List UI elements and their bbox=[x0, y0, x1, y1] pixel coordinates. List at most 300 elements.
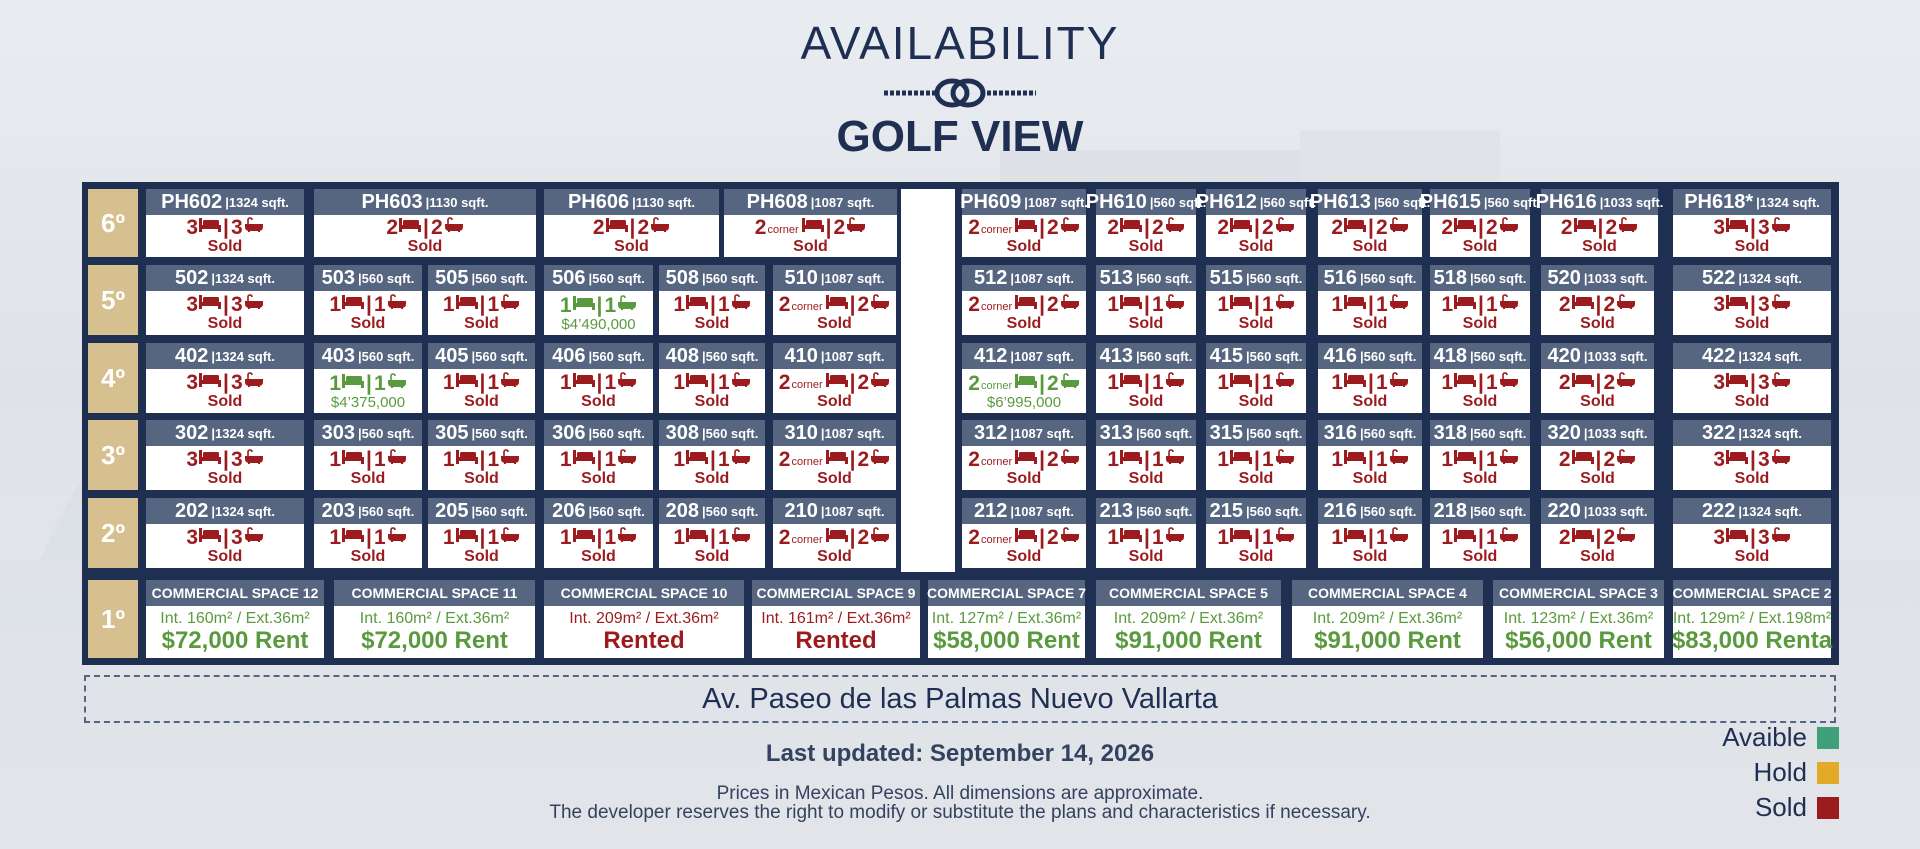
commercial-space-card[interactable] bbox=[1292, 580, 1483, 658]
rooms-separator: | bbox=[1254, 216, 1260, 239]
unit-number: PH608 bbox=[746, 190, 808, 213]
bathroom-count: 1 bbox=[487, 293, 500, 316]
unit-number: 520 bbox=[1547, 266, 1581, 289]
bed-icon bbox=[1014, 527, 1037, 548]
unit-rooms bbox=[560, 295, 637, 316]
unit-card-310[interactable] bbox=[773, 420, 896, 490]
rooms-separator: | bbox=[849, 448, 856, 471]
unit-header bbox=[146, 189, 304, 215]
unit-header bbox=[544, 265, 653, 291]
unit-rooms bbox=[443, 449, 520, 470]
unit-card-415[interactable] bbox=[1206, 343, 1306, 413]
unit-card-302[interactable] bbox=[146, 420, 304, 490]
unit-card-505[interactable] bbox=[428, 265, 535, 335]
rooms-separator: | bbox=[1144, 216, 1150, 239]
bed-icon bbox=[1014, 217, 1037, 238]
unit-size-separator: | bbox=[1583, 348, 1588, 364]
rooms-separator: | bbox=[423, 216, 429, 239]
unit-header bbox=[962, 420, 1086, 446]
unit-card-312[interactable] bbox=[962, 420, 1086, 490]
unit-header bbox=[724, 189, 897, 215]
commercial-space-price: $56,000 Rent bbox=[1505, 626, 1652, 654]
unit-card-512[interactable] bbox=[962, 265, 1086, 335]
unit-card-PH612[interactable] bbox=[1195, 189, 1317, 257]
unit-header bbox=[1206, 265, 1306, 291]
unit-status: Sold bbox=[350, 470, 386, 487]
unit-card-316[interactable] bbox=[1318, 420, 1422, 490]
unit-body bbox=[962, 446, 1086, 490]
bathroom-count: 1 bbox=[1375, 293, 1388, 316]
unit-card-PH618[interactable] bbox=[1673, 189, 1831, 257]
unit-card-306[interactable] bbox=[544, 420, 653, 490]
bath-icon bbox=[386, 527, 407, 548]
unit-card-403[interactable] bbox=[314, 343, 422, 413]
bath-icon bbox=[1059, 294, 1080, 315]
unit-card-215[interactable] bbox=[1206, 498, 1306, 568]
commercial-space-card[interactable] bbox=[752, 580, 920, 658]
bath-icon bbox=[1164, 527, 1185, 548]
rooms-separator: | bbox=[1750, 526, 1756, 549]
corner-label: corner bbox=[791, 534, 823, 546]
unit-number: 206 bbox=[552, 499, 586, 522]
unit-card-PH603[interactable] bbox=[314, 189, 536, 257]
bathroom-count: 2 bbox=[1603, 448, 1616, 471]
bedroom-count: 1 bbox=[329, 526, 342, 549]
unit-size-value: 1324 sqft. bbox=[228, 194, 289, 210]
corner-label: corner bbox=[980, 301, 1013, 313]
unit-card-213[interactable] bbox=[1096, 498, 1196, 568]
rooms-separator: | bbox=[479, 293, 486, 316]
rooms-separator: | bbox=[629, 216, 636, 239]
unit-status: Sold bbox=[694, 315, 730, 332]
bedroom-count: 1 bbox=[1107, 448, 1120, 471]
unit-header bbox=[1318, 265, 1422, 291]
unit-number: PH612 bbox=[1195, 190, 1257, 213]
unit-card-315[interactable] bbox=[1206, 420, 1306, 490]
unit-number: 505 bbox=[435, 266, 469, 289]
unit-size-separator: | bbox=[471, 425, 476, 441]
unit-size-separator: | bbox=[471, 503, 476, 519]
unit-size-separator: | bbox=[357, 503, 362, 519]
bed-icon bbox=[198, 294, 221, 315]
bedroom-count: 1 bbox=[442, 526, 455, 549]
unit-body bbox=[1430, 446, 1530, 490]
commercial-space-price: $72,000 Rent bbox=[361, 626, 508, 654]
bath-icon bbox=[1498, 217, 1519, 238]
unit-header bbox=[428, 420, 535, 446]
unit-number: 522 bbox=[1702, 266, 1736, 289]
unit-size bbox=[471, 271, 527, 286]
bedroom-count: 1 bbox=[1331, 526, 1344, 549]
unit-status: Sold bbox=[1580, 470, 1615, 487]
bathroom-count: 1 bbox=[1485, 293, 1498, 316]
bed-icon bbox=[1343, 372, 1366, 393]
commercial-space-card[interactable] bbox=[1493, 580, 1664, 658]
bed-icon bbox=[1343, 217, 1366, 238]
unit-body bbox=[1096, 369, 1196, 413]
unit-size-separator: | bbox=[820, 503, 825, 519]
unit-size-separator: | bbox=[225, 194, 229, 210]
bed-icon bbox=[1229, 449, 1252, 470]
rooms-separator: | bbox=[479, 526, 486, 549]
commercial-space-card[interactable] bbox=[334, 580, 535, 658]
unit-card-422[interactable] bbox=[1673, 343, 1831, 413]
rooms-separator: | bbox=[596, 526, 603, 549]
unit-body bbox=[146, 291, 304, 335]
unit-status: Sold bbox=[1734, 548, 1770, 565]
unit-size-value: 1033 sqft. bbox=[1587, 348, 1648, 364]
commercial-space-dims: Int. 209m² / Ext.36m² bbox=[1312, 610, 1463, 627]
unit-number: PH609 bbox=[960, 190, 1022, 213]
bedroom-count: 1 bbox=[673, 371, 686, 394]
unit-number: 313 bbox=[1099, 421, 1133, 444]
unit-size-separator: | bbox=[1135, 503, 1140, 519]
commercial-space-card[interactable] bbox=[1096, 580, 1281, 658]
unit-card-420[interactable] bbox=[1541, 343, 1654, 413]
bedroom-count: 1 bbox=[329, 371, 342, 395]
rooms-separator: | bbox=[1254, 448, 1260, 471]
bathroom-count: 3 bbox=[230, 526, 243, 549]
unit-header bbox=[1541, 343, 1654, 369]
unit-number: 413 bbox=[1099, 344, 1133, 367]
bath-icon bbox=[443, 217, 464, 238]
unit-card-520[interactable] bbox=[1541, 265, 1654, 335]
unit-body bbox=[1673, 446, 1831, 490]
bedroom-count: 3 bbox=[1713, 526, 1726, 549]
unit-card-513[interactable] bbox=[1096, 265, 1196, 335]
commercial-space-name: COMMERCIAL SPACE 5 bbox=[1096, 580, 1281, 606]
unit-card-515[interactable] bbox=[1206, 265, 1306, 335]
unit-size-separator: | bbox=[1469, 503, 1474, 519]
unit-card-205[interactable] bbox=[428, 498, 535, 568]
rooms-separator: | bbox=[1597, 216, 1604, 239]
unit-card-406[interactable] bbox=[544, 343, 653, 413]
bathroom-count: 3 bbox=[1757, 371, 1770, 394]
rooms-separator: | bbox=[1368, 448, 1374, 471]
unit-size-value: 1087 sqft. bbox=[824, 270, 885, 286]
unit-card-522[interactable] bbox=[1673, 265, 1831, 335]
unit-header bbox=[1096, 343, 1196, 369]
unit-card-PH606[interactable] bbox=[544, 189, 719, 257]
floor-label: 1º bbox=[88, 580, 138, 658]
unit-size-value: 560 sqft. bbox=[361, 503, 415, 519]
bathroom-count: 2 bbox=[1047, 526, 1059, 549]
unit-size-separator: | bbox=[211, 425, 216, 441]
unit-card-PH615[interactable] bbox=[1419, 189, 1541, 257]
unit-size-separator: | bbox=[1259, 194, 1264, 210]
unit-card-502[interactable] bbox=[146, 265, 304, 335]
unit-body bbox=[1673, 369, 1831, 413]
bedroom-count: 1 bbox=[673, 293, 686, 316]
unit-rooms bbox=[1559, 294, 1636, 315]
unit-header bbox=[1673, 498, 1831, 524]
unit-card-305[interactable] bbox=[428, 420, 535, 490]
unit-rooms bbox=[1107, 217, 1184, 238]
unit-body bbox=[146, 215, 304, 257]
bath-icon bbox=[499, 294, 520, 315]
rooms-separator: | bbox=[710, 448, 716, 471]
commercial-space-name: COMMERCIAL SPACE 9 bbox=[752, 580, 920, 606]
unit-body bbox=[314, 446, 422, 490]
unit-header bbox=[428, 343, 535, 369]
unit-card-208[interactable] bbox=[659, 498, 765, 568]
unit-size-separator: | bbox=[820, 425, 825, 441]
unit-body bbox=[1673, 215, 1831, 257]
unit-size-value: 1087 sqft. bbox=[1014, 270, 1074, 286]
bedroom-count: 1 bbox=[1217, 371, 1230, 394]
unit-header bbox=[773, 343, 896, 369]
rooms-separator: | bbox=[596, 448, 603, 471]
unit-card-202[interactable] bbox=[146, 498, 304, 568]
unit-body bbox=[773, 369, 896, 413]
unit-card-210[interactable] bbox=[773, 498, 896, 568]
bathroom-count: 3 bbox=[230, 448, 243, 471]
bathroom-count: 1 bbox=[604, 448, 617, 471]
unit-header bbox=[1096, 420, 1196, 446]
unit-card-412[interactable] bbox=[962, 343, 1086, 413]
unit-size-separator: | bbox=[1469, 270, 1474, 286]
unit-card-313[interactable] bbox=[1096, 420, 1196, 490]
unit-number: 510 bbox=[784, 266, 818, 289]
unit-body bbox=[1318, 369, 1422, 413]
bath-icon bbox=[616, 449, 637, 470]
unit-size-separator: | bbox=[1359, 348, 1364, 364]
unit-card-206[interactable] bbox=[544, 498, 653, 568]
bed-icon bbox=[1014, 449, 1037, 470]
bath-icon bbox=[1059, 217, 1080, 238]
commercial-space-body bbox=[1673, 606, 1831, 658]
unit-card-503[interactable] bbox=[314, 265, 422, 335]
unit-size bbox=[1010, 426, 1074, 441]
unit-rooms bbox=[1713, 294, 1790, 315]
unit-header bbox=[1419, 189, 1541, 215]
floor-label: 6º bbox=[88, 189, 138, 257]
unit-card-413[interactable] bbox=[1096, 343, 1196, 413]
bed-icon bbox=[398, 217, 421, 238]
commercial-space-card[interactable] bbox=[1673, 580, 1831, 658]
commercial-space-dims: Int. 129m² / Ext.198m² bbox=[1672, 610, 1832, 627]
unit-body bbox=[962, 369, 1086, 413]
unit-number: PH615 bbox=[1419, 190, 1481, 213]
unit-size-separator: | bbox=[820, 348, 825, 364]
bedroom-count: 3 bbox=[1713, 216, 1726, 239]
unit-card-405[interactable] bbox=[428, 343, 535, 413]
bathroom-count: 1 bbox=[1261, 293, 1274, 316]
rooms-separator: | bbox=[479, 448, 486, 471]
unit-card-508[interactable] bbox=[659, 265, 765, 335]
unit-card-PH609[interactable] bbox=[962, 189, 1086, 257]
unit-card-402[interactable] bbox=[146, 343, 304, 413]
unit-card-216[interactable] bbox=[1318, 498, 1422, 568]
unit-size bbox=[702, 349, 758, 364]
rooms-separator: | bbox=[1144, 448, 1150, 471]
unit-rooms bbox=[1331, 527, 1408, 548]
bathroom-count: 1 bbox=[1151, 526, 1164, 549]
unit-status: Sold bbox=[817, 470, 852, 487]
unit-body bbox=[1541, 291, 1654, 335]
bath-icon bbox=[243, 372, 264, 393]
unit-number: 312 bbox=[974, 421, 1008, 444]
unit-card-PH602[interactable] bbox=[146, 189, 304, 257]
unit-card-320[interactable] bbox=[1541, 420, 1654, 490]
unit-status: Sold bbox=[1580, 315, 1615, 332]
unit-size bbox=[821, 349, 885, 364]
unit-rooms bbox=[673, 527, 750, 548]
commercial-space-name: COMMERCIAL SPACE 3 bbox=[1493, 580, 1664, 606]
unit-status: Sold bbox=[581, 393, 616, 410]
floor-label: 4º bbox=[88, 343, 138, 413]
unit-status: Sold bbox=[1006, 470, 1042, 487]
unit-size-separator: | bbox=[471, 270, 476, 286]
unit-size-value: 560 sqft. bbox=[1249, 348, 1303, 364]
bath-icon bbox=[1770, 527, 1791, 548]
bed-icon bbox=[455, 449, 478, 470]
bathroom-count: 1 bbox=[1485, 448, 1498, 471]
bed-icon bbox=[1725, 527, 1748, 548]
unit-card-308[interactable] bbox=[659, 420, 765, 490]
commercial-space-card[interactable] bbox=[544, 580, 744, 658]
rooms-separator: | bbox=[1750, 448, 1756, 471]
bath-icon bbox=[869, 527, 890, 548]
unit-rooms bbox=[1713, 449, 1790, 470]
commercial-space-price: Rented bbox=[603, 626, 685, 654]
unit-size bbox=[1470, 271, 1526, 286]
unit-rooms bbox=[186, 217, 263, 238]
bath-icon bbox=[1274, 372, 1295, 393]
unit-card-510[interactable] bbox=[773, 265, 896, 335]
unit-card-318[interactable] bbox=[1430, 420, 1530, 490]
rooms-separator: | bbox=[710, 293, 716, 316]
unit-card-203[interactable] bbox=[314, 498, 422, 568]
unit-card-416[interactable] bbox=[1318, 343, 1422, 413]
rooms-separator: | bbox=[1595, 448, 1602, 471]
unit-body bbox=[1206, 446, 1306, 490]
bath-icon bbox=[1615, 527, 1636, 548]
unit-body bbox=[1541, 446, 1654, 490]
unit-status: Sold bbox=[207, 393, 243, 410]
unit-size bbox=[588, 349, 644, 364]
bathroom-count: 2 bbox=[1603, 293, 1616, 316]
unit-card-222[interactable] bbox=[1673, 498, 1831, 568]
unit-size-separator: | bbox=[1245, 270, 1250, 286]
bedroom-count: 2 bbox=[778, 526, 791, 549]
unit-body bbox=[659, 369, 765, 413]
unit-size-value: 560 sqft. bbox=[1139, 425, 1193, 441]
legend-item-sold bbox=[1755, 792, 1839, 823]
bath-icon bbox=[730, 449, 751, 470]
unit-size bbox=[1584, 504, 1648, 519]
unit-number: 503 bbox=[321, 266, 355, 289]
unit-status: Sold bbox=[817, 315, 852, 332]
unit-size bbox=[1246, 271, 1302, 286]
unit-size bbox=[471, 504, 527, 519]
unit-number: 406 bbox=[552, 344, 586, 367]
bath-icon bbox=[1388, 527, 1409, 548]
unit-status: Sold bbox=[1128, 238, 1164, 255]
unit-size bbox=[1360, 349, 1416, 364]
unit-card-506[interactable] bbox=[544, 265, 653, 335]
bedroom-count: 1 bbox=[1441, 371, 1454, 394]
unit-header bbox=[1673, 420, 1831, 446]
unit-number: 212 bbox=[974, 499, 1008, 522]
bath-icon bbox=[730, 527, 751, 548]
bathroom-count: 2 bbox=[833, 216, 846, 239]
bedroom-count: 1 bbox=[559, 293, 572, 317]
bed-icon bbox=[685, 449, 708, 470]
bed-icon bbox=[1014, 373, 1037, 394]
unit-size bbox=[1010, 504, 1074, 519]
unit-body bbox=[1318, 215, 1422, 257]
unit-size-separator: | bbox=[357, 348, 362, 364]
unit-card-PH608[interactable] bbox=[724, 189, 897, 257]
building-core-divider bbox=[901, 189, 955, 572]
unit-card-322[interactable] bbox=[1673, 420, 1831, 490]
bathroom-count: 1 bbox=[1485, 526, 1498, 549]
unit-card-418[interactable] bbox=[1430, 343, 1530, 413]
unit-size bbox=[588, 271, 644, 286]
bedroom-count: 1 bbox=[1217, 526, 1230, 549]
unit-size-separator: | bbox=[1010, 270, 1015, 286]
unit-status: Sold bbox=[817, 393, 852, 410]
unit-size-separator: | bbox=[1245, 503, 1250, 519]
rooms-separator: | bbox=[223, 371, 229, 394]
unit-size-value: 560 sqft. bbox=[1363, 270, 1417, 286]
unit-header bbox=[1318, 420, 1422, 446]
unit-card-410[interactable] bbox=[773, 343, 896, 413]
bathroom-count: 1 bbox=[1261, 371, 1274, 394]
unit-card-212[interactable] bbox=[962, 498, 1086, 568]
unit-size-value: 560 sqft. bbox=[1139, 503, 1193, 519]
unit-header bbox=[146, 498, 304, 524]
bed-icon bbox=[1453, 527, 1476, 548]
unit-size bbox=[1246, 426, 1302, 441]
bed-icon bbox=[825, 527, 848, 548]
unit-rooms bbox=[1441, 372, 1518, 393]
unit-card-516[interactable] bbox=[1318, 265, 1422, 335]
unit-card-220[interactable] bbox=[1541, 498, 1654, 568]
unit-size-separator: | bbox=[211, 348, 216, 364]
unit-header bbox=[659, 343, 765, 369]
bed-icon bbox=[1453, 294, 1476, 315]
bath-icon bbox=[1388, 294, 1409, 315]
unit-size bbox=[211, 504, 275, 519]
unit-size-value: 560 sqft. bbox=[1249, 425, 1303, 441]
unit-size bbox=[358, 426, 414, 441]
unit-card-303[interactable] bbox=[314, 420, 422, 490]
unit-card-218[interactable] bbox=[1430, 498, 1530, 568]
corner-label: corner bbox=[980, 224, 1013, 236]
bath-icon bbox=[1615, 294, 1636, 315]
unit-status: Sold bbox=[1462, 315, 1498, 332]
unit-status: Sold bbox=[694, 548, 730, 565]
unit-card-PH613[interactable] bbox=[1309, 189, 1431, 257]
commercial-space-card[interactable] bbox=[928, 580, 1085, 658]
unit-rooms bbox=[1217, 449, 1294, 470]
bed-icon bbox=[1119, 527, 1142, 548]
unit-card-518[interactable] bbox=[1430, 265, 1530, 335]
unit-card-PH610[interactable] bbox=[1085, 189, 1207, 257]
unit-body bbox=[1430, 524, 1530, 568]
unit-rooms bbox=[1561, 217, 1638, 238]
unit-size-value: 560 sqft. bbox=[592, 503, 645, 519]
unit-header bbox=[1430, 265, 1530, 291]
legend-swatch-available bbox=[1817, 727, 1839, 749]
commercial-space-card[interactable] bbox=[146, 580, 324, 658]
unit-card-408[interactable] bbox=[659, 343, 765, 413]
rooms-separator: | bbox=[1595, 293, 1602, 316]
unit-card-PH616[interactable] bbox=[1535, 189, 1664, 257]
unit-size-value: 560 sqft. bbox=[1153, 194, 1207, 210]
